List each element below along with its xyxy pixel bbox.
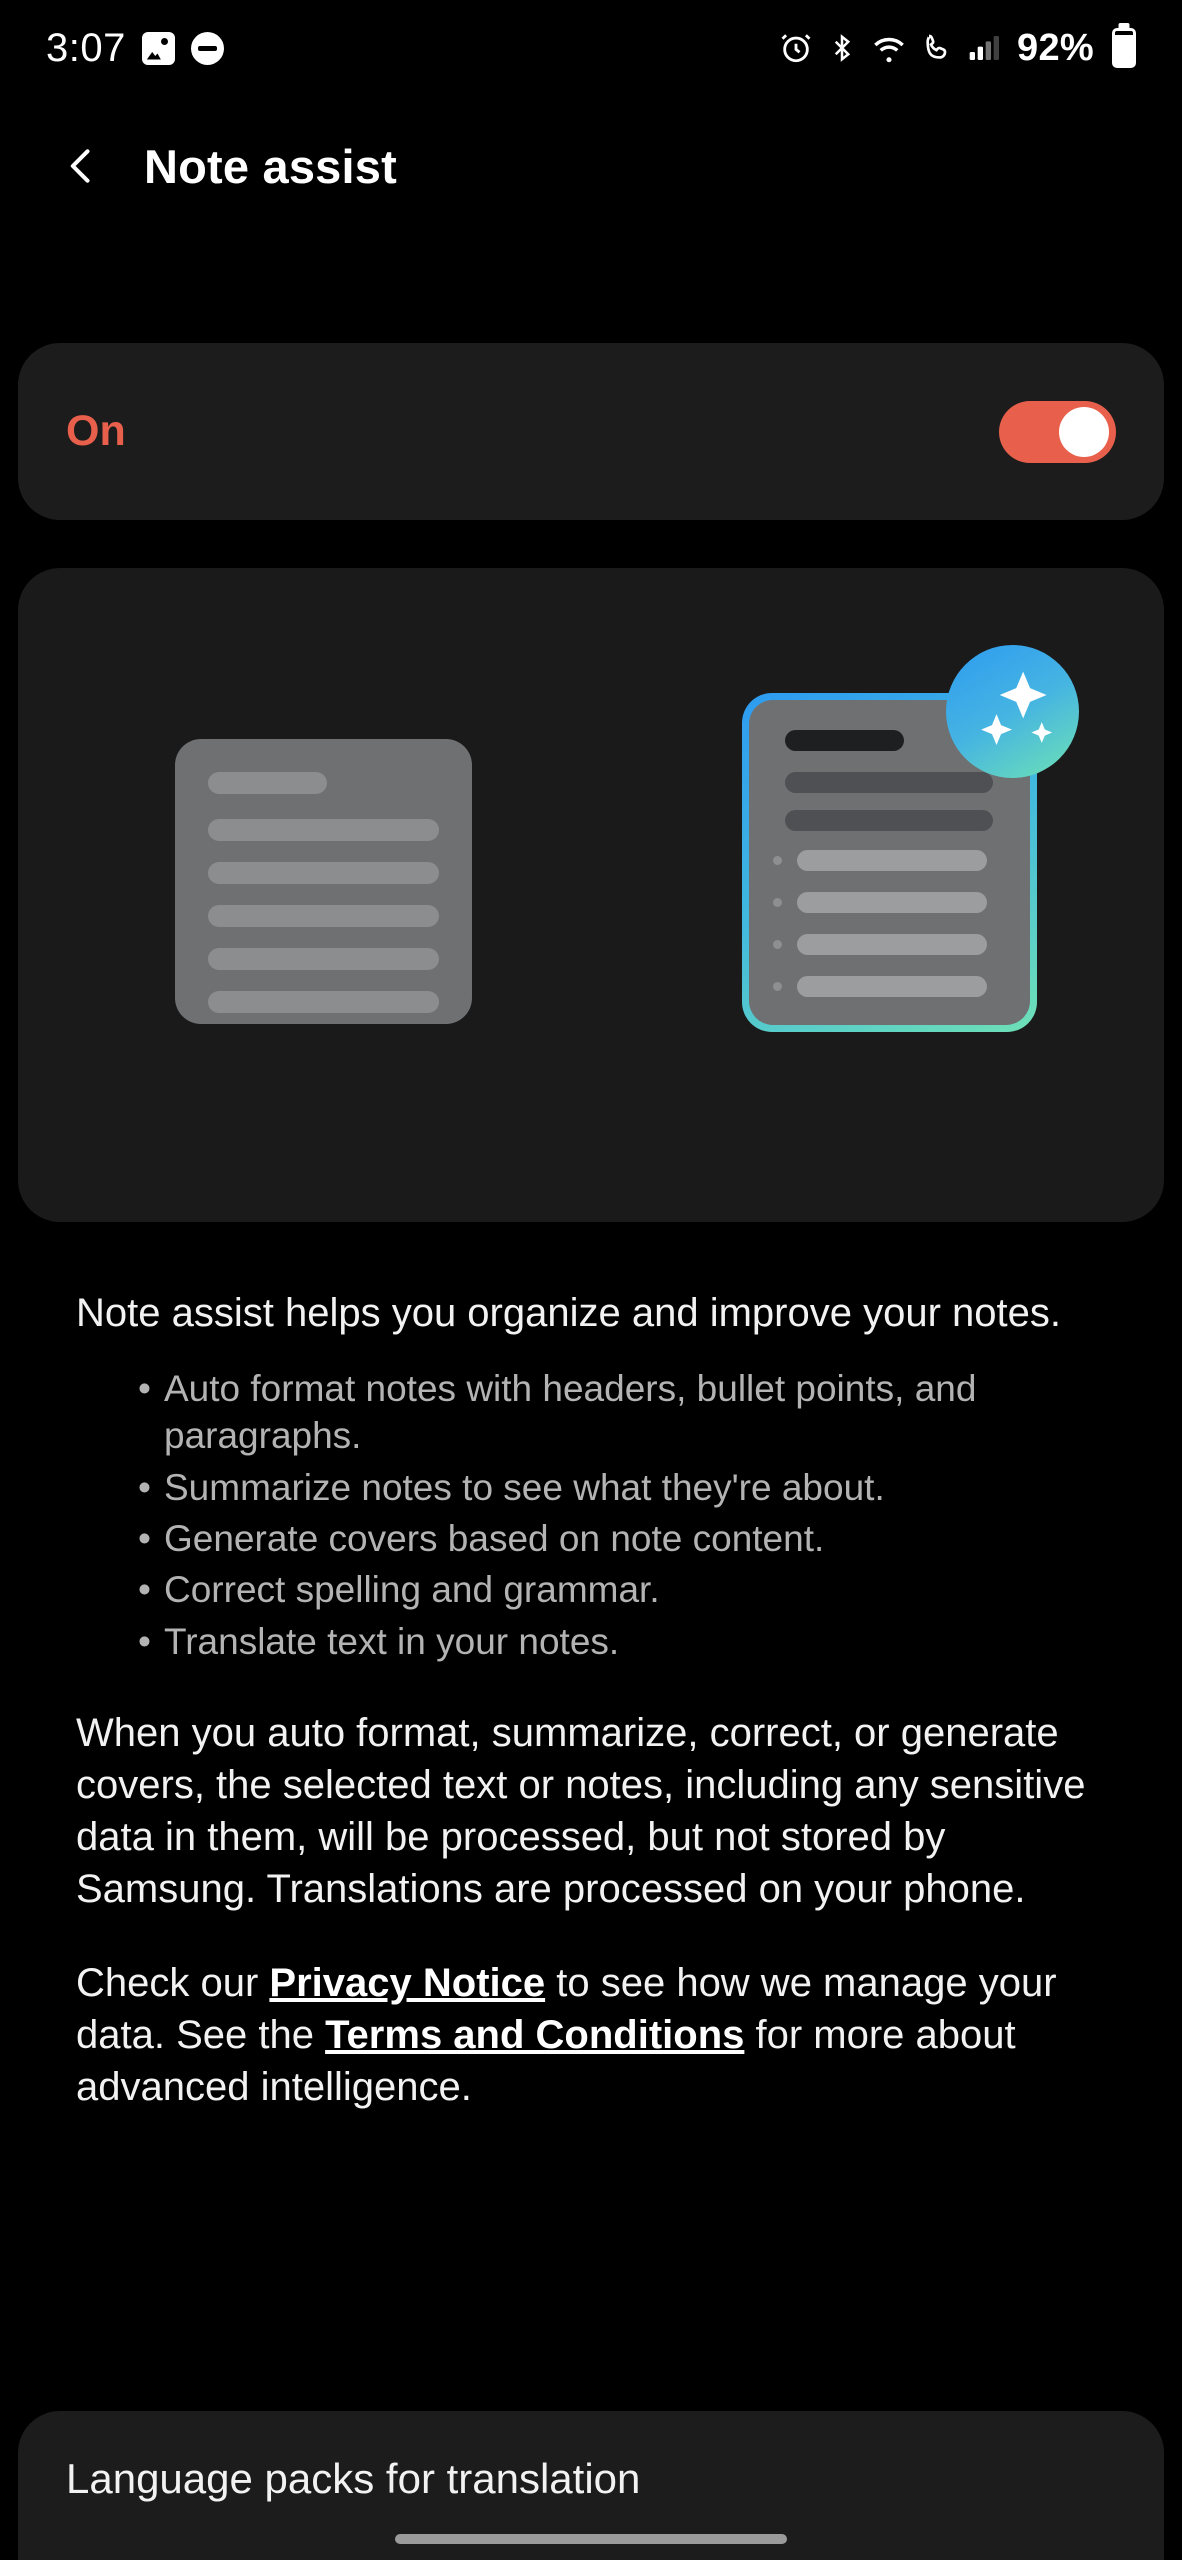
list-item: • Summarize notes to see what they're about. [138, 1464, 1116, 1511]
image-icon [142, 32, 175, 65]
battery-icon [1112, 28, 1136, 68]
list-item: • Correct spelling and grammar. [138, 1566, 1116, 1613]
language-packs-title: Language packs for translation [66, 2455, 641, 2502]
chevron-left-icon [60, 144, 104, 188]
processing-note-text: When you auto format, summarize, correct, or generate covers, the selected text or notes, including any sensitive data in them, will be processed, but not stored by Samsung. Translations are processed on your phone. [76, 1710, 1086, 1911]
wifi-icon [871, 31, 907, 65]
call-icon [921, 31, 953, 65]
battery-percent-label: 92% [1017, 26, 1094, 69]
sparkles-icon [946, 645, 1079, 778]
toggle-state-label: On [66, 407, 126, 455]
switch-knob [1059, 407, 1109, 457]
app-bar [0, 96, 1182, 236]
ai-document-graphic [742, 693, 1037, 1032]
home-indicator[interactable] [395, 2534, 787, 2544]
list-item: • Generate covers based on note content. [138, 1515, 1116, 1562]
plain-document-graphic [175, 739, 472, 1024]
status-time: 3:07 [46, 25, 126, 70]
status-left-group [46, 26, 224, 71]
back-button[interactable] [46, 130, 118, 202]
legal-text [76, 1957, 1116, 2113]
legal-mid: to see how we manage your data. See the [76, 1960, 1057, 2057]
list-item: • Translate text in your notes. [138, 1618, 1116, 1665]
bluetooth-icon [827, 31, 857, 65]
status-bar [0, 0, 1182, 96]
page-title: Note assist [144, 139, 397, 193]
note-assist-toggle-card[interactable] [18, 343, 1164, 520]
status-right-group [779, 27, 1136, 70]
alarm-icon [779, 31, 813, 65]
signal-icon [967, 31, 999, 65]
description-section [76, 1288, 1116, 2113]
terms-and-conditions-link[interactable]: Terms and Conditions [325, 2012, 745, 2057]
do-not-disturb-icon [191, 32, 224, 65]
privacy-notice-link[interactable]: Privacy Notice [269, 1960, 546, 2005]
list-item: • Auto format notes with headers, bullet points, and paragraphs. [138, 1365, 1116, 1460]
legal-suffix: for more about advanced intelligence. [76, 2012, 1016, 2109]
note-assist-switch[interactable] [999, 401, 1116, 463]
legal-prefix: Check our [76, 1960, 270, 2005]
intro-text: Note assist helps you organize and improve your notes. [76, 1291, 1061, 1335]
feature-list [76, 1365, 1116, 1665]
illustration-card [18, 568, 1164, 1222]
